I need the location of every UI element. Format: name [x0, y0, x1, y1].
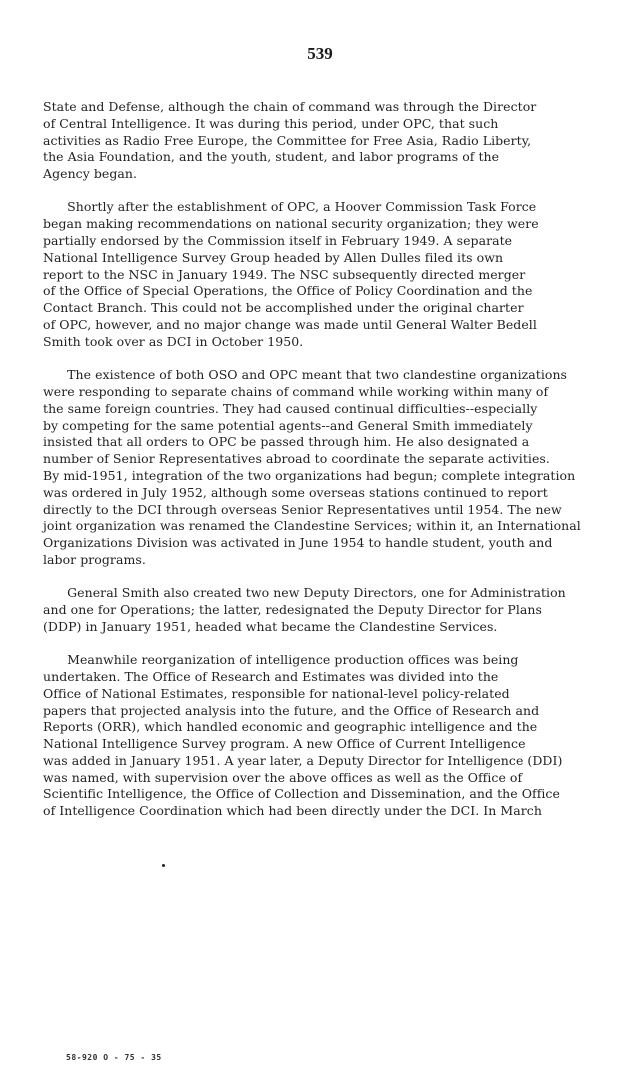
paragraph	[43, 585, 603, 635]
text-line: was added in January 1951. A year later, a Deputy Director for Intelligence (DDI)	[43, 752, 563, 768]
text-line: were responding to separate chains of command while working within many of	[43, 383, 549, 399]
text-line: Organizations Division was activated in June 1954 to handle student, youth and	[43, 535, 553, 551]
text-line: partially endorsed by the Commission itself in February 1949. A separate	[43, 233, 513, 249]
paragraph	[43, 367, 603, 569]
text-line: Scientific Intelligence, the Office of Collection and Dissemination, and the Office	[43, 786, 560, 802]
body-text	[43, 99, 603, 820]
text-line: of OPC, however, and no major change was made until General Walter Bedell	[43, 317, 537, 333]
paragraph	[43, 99, 603, 183]
footer-code: 58-920 O - 75 - 35	[66, 1053, 162, 1062]
text-line: Contact Branch. This could not be accomplished under the original charter	[43, 300, 524, 316]
text-line: labor programs.	[43, 551, 146, 567]
text-line: State and Defense, although the chain of command was through the Director	[43, 99, 537, 114]
text-line: National Intelligence Survey program. A new Office of Current Intelligence	[43, 736, 526, 752]
text-line: was named, with supervision over the above offices as well as the Office of	[43, 769, 523, 785]
text-line: General Smith also created two new Deputy Directors, one for Administration	[43, 585, 566, 601]
text-line: was ordered in July 1952, although some overseas stations continued to report	[43, 484, 548, 500]
text-line: of Central Intelligence. It was during this period, under OPC, that such	[43, 115, 499, 131]
text-line: report to the NSC in January 1949. The NSC subsequently directed merger	[43, 266, 526, 282]
text-line: Smith took over as DCI in October 1950.	[43, 333, 304, 349]
page-number: 539	[307, 44, 333, 63]
text-line: of the Office of Special Operations, the Office of Policy Coordination and the	[43, 283, 533, 299]
text-line: (DDP) in January 1951, headed what became the Clandestine Services.	[43, 618, 498, 634]
text-line: the same foreign countries. They had caused continual difficulties--especially	[43, 400, 538, 416]
text-line: Meanwhile reorganization of intelligence production offices was being	[43, 652, 519, 668]
text-line: insisted that all orders to OPC be passed through him. He also designated a	[43, 434, 530, 450]
text-line: National Intelligence Survey Group headed by Allen Dulles filed its own	[43, 249, 504, 265]
text-line: Office of National Estimates, responsible for national-level policy-related	[43, 685, 510, 701]
text-line: the Asia Foundation, and the youth, student, and labor programs of the	[43, 149, 500, 165]
paragraph	[43, 199, 603, 350]
text-line: undertaken. The Office of Research and Estimates was divided into the	[43, 668, 499, 684]
text-line: By mid-1951, integration of the two organizations had begun; complete integration	[43, 467, 576, 483]
text-line: and one for Operations; the latter, redesignated the Deputy Director for Plans	[43, 602, 542, 618]
paragraph	[43, 652, 603, 820]
text-line: Shortly after the establishment of OPC, a Hoover Commission Task Force	[43, 199, 537, 215]
text-line: The existence of both OSO and OPC meant that two clandestine organizations	[43, 367, 568, 383]
text-line: number of Senior Representatives abroad to coordinate the separate activities.	[43, 451, 550, 467]
scan-speck	[162, 864, 165, 867]
text-line: of Intelligence Coordination which had been directly under the DCI. In March	[43, 803, 542, 819]
text-line: by competing for the same potential agents--and General Smith immediately	[43, 417, 533, 433]
text-line: activities as Radio Free Europe, the Committee for Free Asia, Radio Liberty,	[43, 132, 532, 148]
text-line: Reports (ORR), which handled economic and geographic intelligence and the	[43, 719, 538, 735]
text-line: directly to the DCI through overseas Senior Representatives until 1954. The new	[43, 501, 562, 517]
text-line: joint organization was renamed the Clandestine Services; within it, an International	[43, 518, 581, 534]
text-line: Agency began.	[43, 166, 138, 182]
text-line: began making recommendations on national security organization; they were	[43, 216, 539, 232]
text-line: papers that projected analysis into the future, and the Office of Research and	[43, 702, 540, 718]
